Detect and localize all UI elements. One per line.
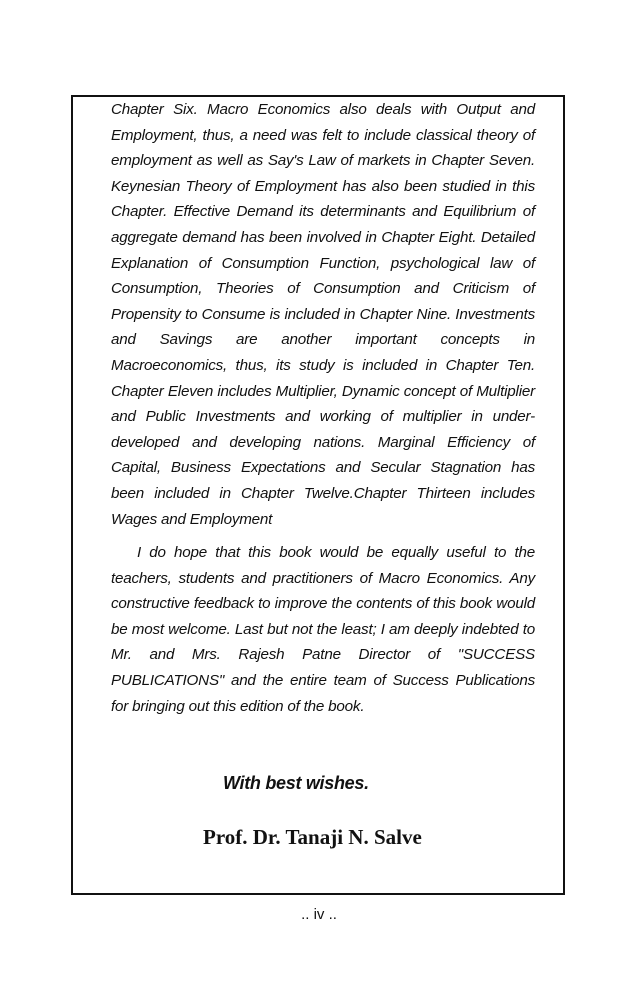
- preface-text: [111, 97, 535, 719]
- preface-paragraph-2: I do hope that this book would be equally useful to the teachers, students and practitioners of Macro Economics. Any constructive feedback to improve the contents of this book would be most welcome. Last but not the least; I am deeply indebted to Mr. and Mrs. Rajesh Patne Director of "SUCCESS PUBLICATIONS" and the entire team of Success Publications for bringing out this edition of the book.: [111, 544, 535, 715]
- closing-wishes: With best wishes.: [223, 773, 369, 793]
- page-number: .. iv ..: [301, 906, 337, 923]
- preface-paragraph-1: Chapter Six. Macro Economics also deals with Output and Employment, thus, a need was felt to include classical theory of employment as well as Say's Law of markets in Chapter Seven. Keynesian Theory of Employment has also been studied in this Chapter. Effective Demand its determinants and Equilibrium of aggregate demand has been involved in Chapter Eight. Detailed Explanation of Consumption Function, psychological law of Consumption, Theories of Consumption and Criticism of Propensity to Consume is included in Chapter Nine. Investments and Savings are another important concepts in Macroeconomics, thus, its study is included in Chapter Ten. Chapter Eleven includes Multiplier, Dynamic concept of Multiplier and Public Investments and working of multiplier in under-developed and developing nations. Marginal Efficiency of Capital, Business Expectations and Secular Stagnation has been included in Chapter Twelve.Chapter Thirteen includes Wages and Employment: [111, 101, 535, 528]
- page-border-frame: [71, 95, 565, 895]
- author-signature: Prof. Dr. Tanaji N. Salve: [203, 825, 422, 849]
